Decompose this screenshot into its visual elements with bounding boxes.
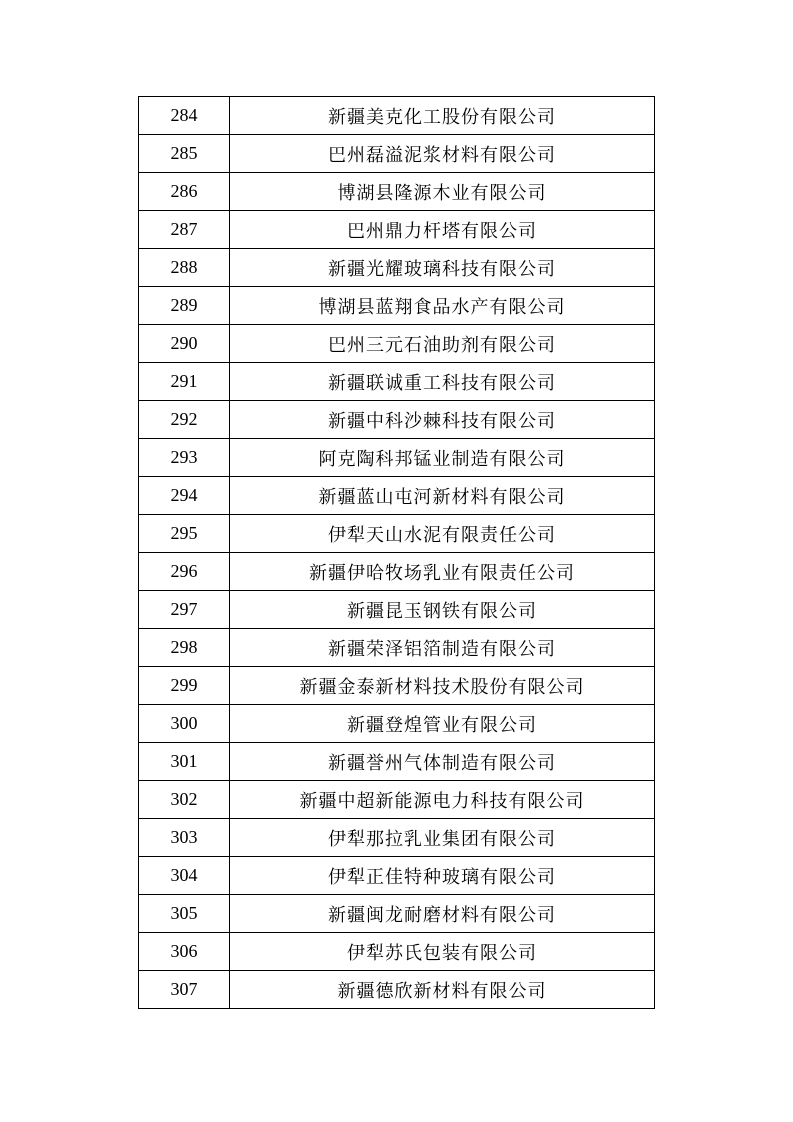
company-name: 新疆闽龙耐磨材料有限公司 <box>230 895 655 933</box>
table-row <box>139 249 655 287</box>
row-number: 290 <box>139 325 230 363</box>
company-name: 新疆光耀玻璃科技有限公司 <box>230 249 655 287</box>
row-number: 297 <box>139 591 230 629</box>
company-name: 阿克陶科邦锰业制造有限公司 <box>230 439 655 477</box>
row-number: 284 <box>139 97 230 135</box>
table-row <box>139 895 655 933</box>
table-row <box>139 629 655 667</box>
row-number: 301 <box>139 743 230 781</box>
table-row <box>139 363 655 401</box>
table-row <box>139 857 655 895</box>
table-row <box>139 135 655 173</box>
row-number: 302 <box>139 781 230 819</box>
company-name: 伊犁天山水泥有限责任公司 <box>230 515 655 553</box>
company-name: 博湖县蓝翔食品水产有限公司 <box>230 287 655 325</box>
company-name: 伊犁苏氏包装有限公司 <box>230 933 655 971</box>
table-row <box>139 591 655 629</box>
company-name: 巴州鼎力杆塔有限公司 <box>230 211 655 249</box>
table-row <box>139 325 655 363</box>
row-number: 287 <box>139 211 230 249</box>
company-name: 新疆德欣新材料有限公司 <box>230 971 655 1009</box>
company-name: 新疆昆玉钢铁有限公司 <box>230 591 655 629</box>
company-name: 伊犁正佳特种玻璃有限公司 <box>230 857 655 895</box>
table-row <box>139 933 655 971</box>
table-row <box>139 439 655 477</box>
table-row <box>139 515 655 553</box>
company-name: 新疆美克化工股份有限公司 <box>230 97 655 135</box>
row-number: 294 <box>139 477 230 515</box>
row-number: 306 <box>139 933 230 971</box>
company-name: 新疆荣泽铝箔制造有限公司 <box>230 629 655 667</box>
company-name: 新疆登煌管业有限公司 <box>230 705 655 743</box>
table-row <box>139 211 655 249</box>
company-name: 新疆蓝山屯河新材料有限公司 <box>230 477 655 515</box>
company-name: 博湖县隆源木业有限公司 <box>230 173 655 211</box>
company-name: 伊犁那拉乳业集团有限公司 <box>230 819 655 857</box>
table-row <box>139 173 655 211</box>
company-name: 新疆中超新能源电力科技有限公司 <box>230 781 655 819</box>
row-number: 288 <box>139 249 230 287</box>
company-name: 新疆伊哈牧场乳业有限责任公司 <box>230 553 655 591</box>
table-row <box>139 553 655 591</box>
company-name: 新疆中科沙棘科技有限公司 <box>230 401 655 439</box>
row-number: 291 <box>139 363 230 401</box>
table-row <box>139 401 655 439</box>
table-row <box>139 743 655 781</box>
row-number: 293 <box>139 439 230 477</box>
row-number: 292 <box>139 401 230 439</box>
table-row <box>139 819 655 857</box>
row-number: 295 <box>139 515 230 553</box>
row-number: 303 <box>139 819 230 857</box>
row-number: 285 <box>139 135 230 173</box>
table-row <box>139 97 655 135</box>
company-name: 巴州三元石油助剂有限公司 <box>230 325 655 363</box>
row-number: 307 <box>139 971 230 1009</box>
table-row <box>139 287 655 325</box>
table-body <box>139 97 655 1009</box>
company-name: 新疆誉州气体制造有限公司 <box>230 743 655 781</box>
row-number: 296 <box>139 553 230 591</box>
table-row <box>139 705 655 743</box>
row-number: 299 <box>139 667 230 705</box>
table-row <box>139 667 655 705</box>
row-number: 298 <box>139 629 230 667</box>
row-number: 300 <box>139 705 230 743</box>
company-list-table <box>138 96 655 1009</box>
table-row <box>139 971 655 1009</box>
company-name: 巴州磊溢泥浆材料有限公司 <box>230 135 655 173</box>
row-number: 305 <box>139 895 230 933</box>
row-number: 286 <box>139 173 230 211</box>
company-name: 新疆联诚重工科技有限公司 <box>230 363 655 401</box>
row-number: 289 <box>139 287 230 325</box>
company-name: 新疆金泰新材料技术股份有限公司 <box>230 667 655 705</box>
table-row <box>139 781 655 819</box>
row-number: 304 <box>139 857 230 895</box>
table-row <box>139 477 655 515</box>
